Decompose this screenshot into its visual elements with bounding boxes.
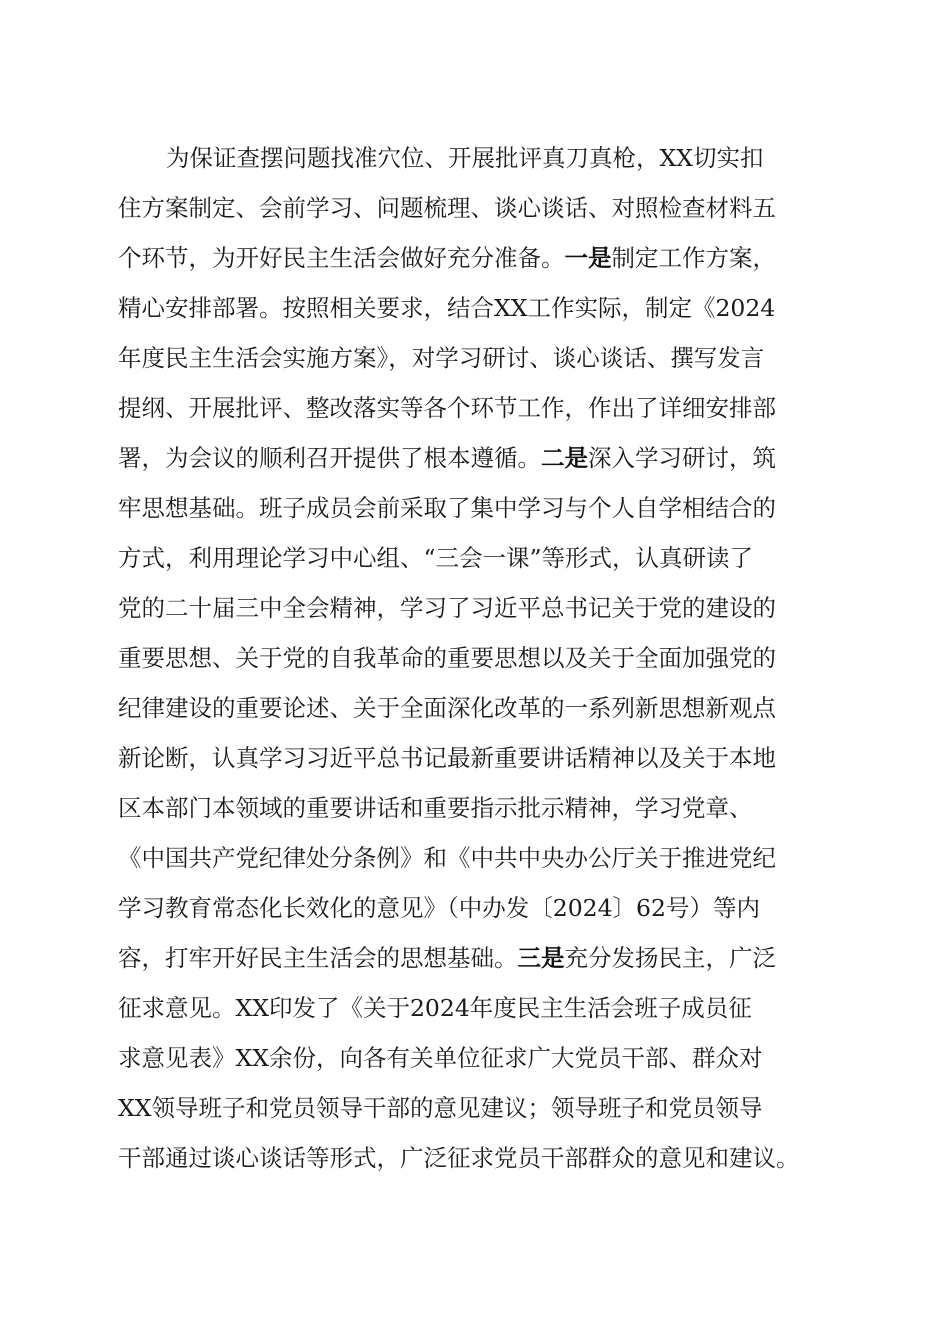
- text-line: 方式，利用理论学习中心组、“三会一课”等形式，认真研读了: [118, 544, 754, 572]
- bold-lead-in: 二是: [541, 444, 588, 472]
- text-line: XX领导班子和党员领导干部的意见建议；领导班子和党员领导: [118, 1094, 763, 1122]
- text-line: 重要思想、关于党的自我革命的重要思想以及关于全面加强党的: [118, 644, 776, 672]
- text-line: 精心安排部署。按照相关要求，结合XX工作实际，制定《2024: [118, 294, 776, 322]
- text-line: 《中国共产党纪律处分条例》和《中共中央办公厅关于推进党纪: [118, 844, 776, 872]
- text-line: 学习教育常态化长效化的意见》（中办发〔2024〕62号）等内: [118, 894, 760, 922]
- text-line: 求意见表》XX余份，向各有关单位征求广大党员干部、群众对: [118, 1044, 763, 1072]
- text-line: 区本部门本领域的重要讲话和重要指示批示精神，学习党章、: [118, 794, 753, 822]
- text-line: 新论断，认真学习习近平总书记最新重要讲话精神以及关于本地: [118, 744, 776, 772]
- text-line: 干部通过谈心谈话等形式，广泛征求党员干部群众的意见和建议。: [118, 1144, 800, 1172]
- text-line: 提纲、开展批评、整改落实等各个环节工作，作出了详细安排部: [118, 394, 776, 422]
- text-line: 住方案制定、会前学习、问题梳理、谈心谈话、对照检查材料五: [118, 194, 776, 222]
- text-line: 个环节，为开好民主生活会做好充分准备。一是制定工作方案，: [118, 244, 776, 272]
- text-line: 纪律建设的重要论述、关于全面深化改革的一系列新思想新观点: [118, 694, 776, 722]
- text-line: 署，为会议的顺利召开提供了根本遵循。二是深入学习研讨，筑: [118, 444, 776, 472]
- text-line: 征求意见。XX印发了《关于2024年度民主生活会班子成员征: [118, 994, 752, 1022]
- text-line: 为保证查摆问题找准穴位、开展批评真刀真枪，XX切实扣: [166, 144, 764, 172]
- text-line: 容，打牢开好民主生活会的思想基础。三是充分发扬民主，广泛: [118, 944, 776, 972]
- text-line: 牢思想基础。班子成员会前采取了集中学习与个人自学相结合的: [118, 494, 776, 522]
- bold-lead-in: 三是: [517, 944, 565, 972]
- text-line: 党的二十届三中全会精神，学习了习近平总书记关于党的建设的: [118, 594, 776, 622]
- bold-lead-in: 一是: [564, 244, 612, 272]
- text-line: 年度民主生活会实施方案》，对学习研讨、谈心谈话、撰写发言: [118, 344, 765, 372]
